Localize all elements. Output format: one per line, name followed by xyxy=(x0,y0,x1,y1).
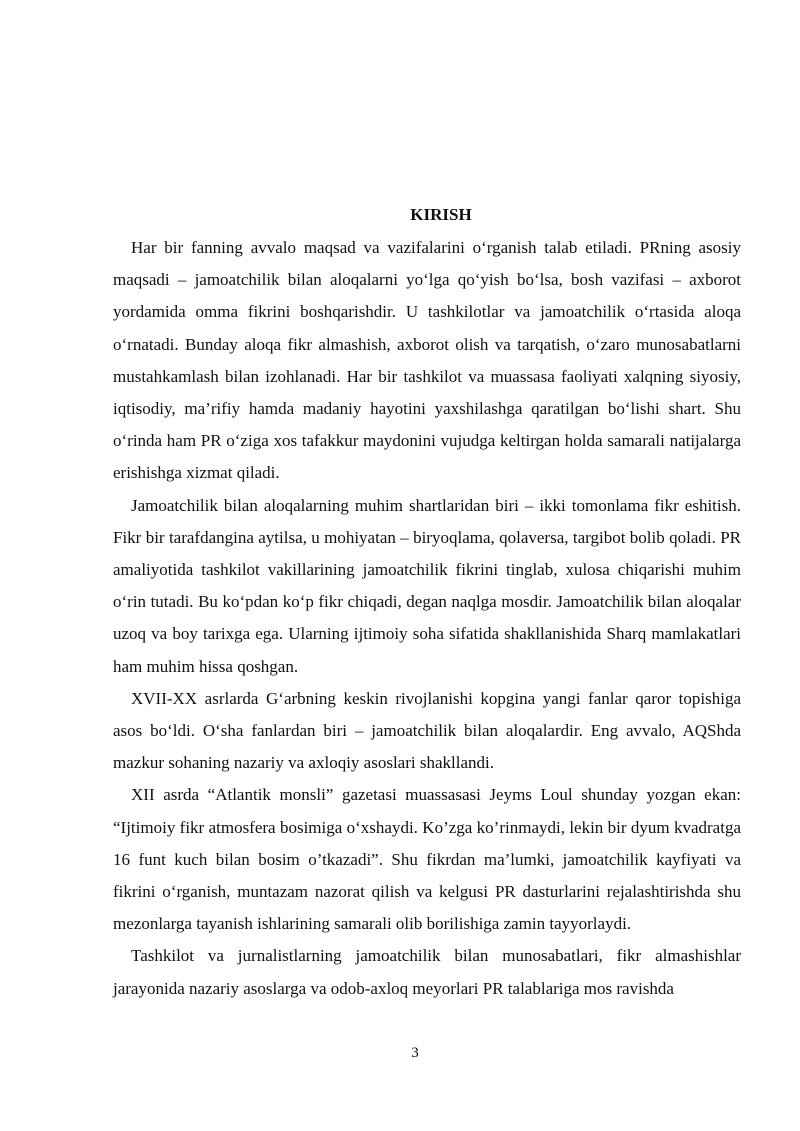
paragraph: Har bir fanning avvalo maqsad va vazifalarini o‘rganish talab etiladi. PRning asosiy maqsadi – jamoatchilik bilan aloqalarni yo‘lga qo‘yish bo‘lsa, bosh vazifasi – axborot yordamida omma fikrini boshqarishdir. U tashkilotlar va jamoatchilik o‘rtasida aloqa o‘rnatadi. Bunday aloqa fikr almashish, axborot olish va tarqatish, o‘zaro munosabatlarni mustahkamlash bilan izohlanadi. Har bir tashkilot va muassasa faoliyati xalqning siyosiy, iqtisodiy, ma’rifiy hamda madaniy hayotini yaxshilashga qaratilgan bo‘lishi shart. Shu o‘rinda ham PR o‘ziga xos tafakkur maydonini vujudga keltirgan holda samarali natijalarga erishishga xizmat qiladi. xyxy=(113,238,741,483)
paragraph: XVII-XX asrlarda G‘arbning keskin rivojlanishi kopgina yangi fanlar qaror topishiga asos bo‘ldi. O‘sha fanlardan biri – jamoatchilik bilan aloqalardir. Eng avvalo, AQShda mazkur sohaning nazariy va axloqiy asoslari shakllandi. xyxy=(113,688,741,773)
section-heading: KIRISH xyxy=(410,205,472,224)
paragraph: XII asrda “Atlantik monsli” gazetasi muassasasi Jeyms Loul shunday yozgan ekan: “Ijtimoiy fikr atmosfera bosimiga o‘xshaydi. Ko’zga ko’rinmaydi, lekin bir dyum kvadratga 16 funt kuch bilan bosim o’tkazadi”. Shu fikrdan ma’lumki, jamoatchilik kayfiyati va fikrini o‘rganish, muntazam nazorat qilish va kelgusi PR dasturlarini rejalashtirishda shu mezonlarga tayanish ishlarining samarali olib borilishiga zamin tayyorlaydi. xyxy=(113,785,741,934)
page-number: 3 xyxy=(411,1045,419,1061)
document-body xyxy=(113,198,741,1005)
paragraph: Jamoatchilik bilan aloqalarning muhim shartlaridan biri – ikki tomonlama fikr eshitish. Fikr bir tarafdangina aytilsa, u mohiyatan – biryoqlama, qolaversa, targibot bolib qoladi. PR amaliyotida tashkilot vakillarining jamoatchilik fikrini tinglab, xulosa chiqarishi muhim o‘rin tutadi. Bu ko‘pdan ko‘p fikr chiqadi, degan naqlga mosdir. Jamoatchilik bilan aloqalar uzoq va boy tarixga ega. Ularning ijtimoiy soha sifatida shakllanishida Sharq mamlakatlari ham muhim hissa qoshgan. xyxy=(113,495,741,676)
paragraph: Tashkilot va jurnalistlarning jamoatchilik bilan munosabatlari, fikr almashishlar jarayonida nazariy asoslarga va odob-axloq meyorlari PR talablariga mos ravishda xyxy=(113,946,741,998)
